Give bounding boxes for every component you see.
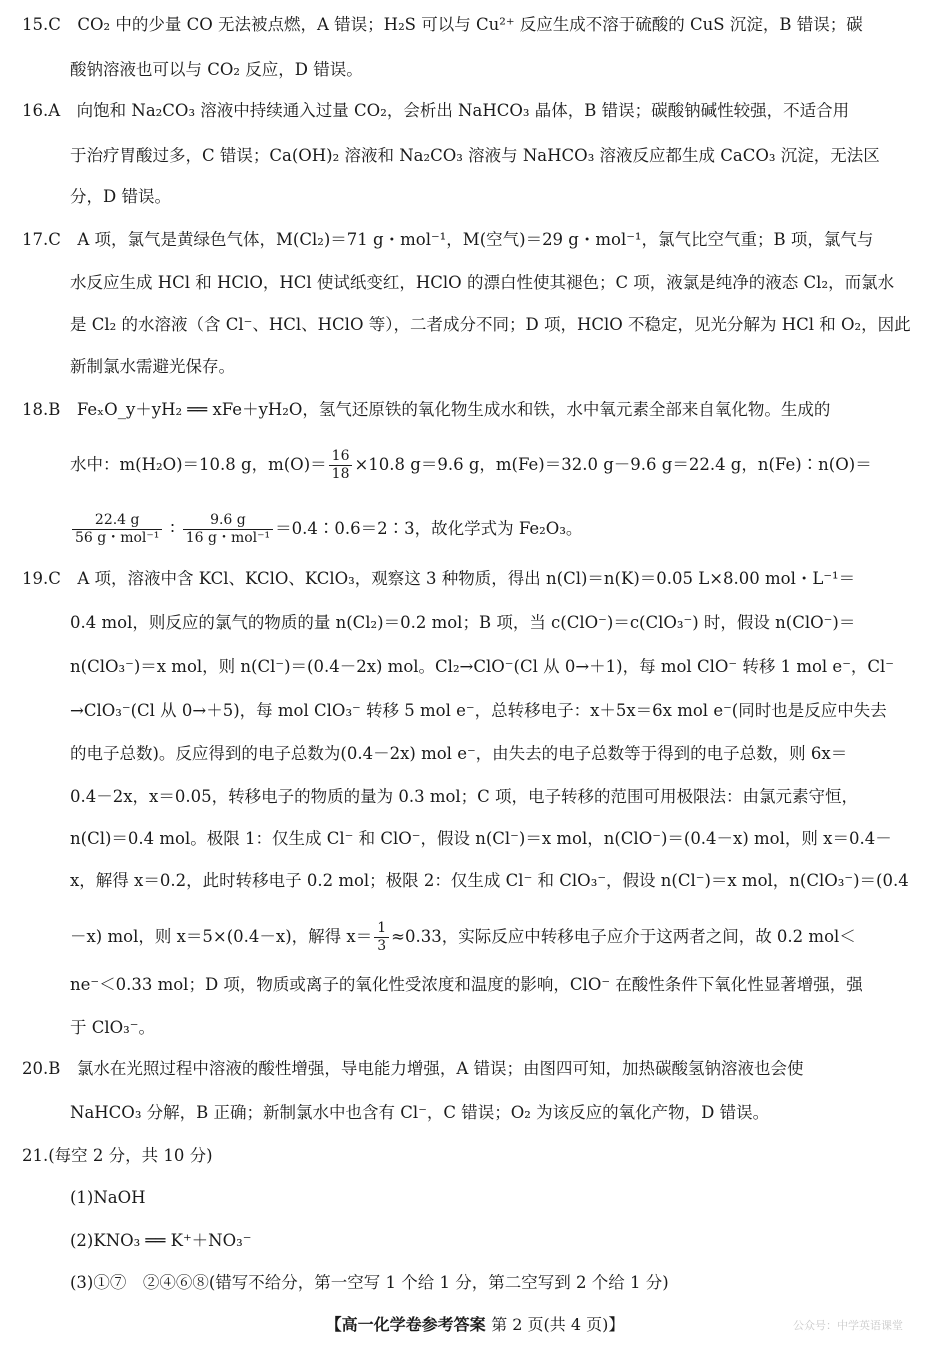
- q18-line-1: 18.B FeₓO_y＋yH₂ ══ xFe＋yH₂O，氢气还原铁的氧化物生成水和铁，水中氧元素全部来自氧化物。生成的: [22, 400, 831, 419]
- q17-line-1: 17.C A 项，氯气是黄绿色气体，M(Cl₂)＝71 g・mol⁻¹，M(空气)＝29 g・mol⁻¹，氯气比空气重；B 项，氯气与: [22, 230, 874, 249]
- fraction-denominator: 18: [329, 465, 353, 483]
- q16-line-3: 分，D 错误。: [70, 187, 171, 206]
- q18-line-3: [70, 512, 582, 547]
- fraction-numerator: 16: [331, 448, 350, 464]
- fraction-numerator: 1: [377, 920, 387, 936]
- fraction-fe-moles: [72, 512, 162, 547]
- q20-line-1: 20.B 氯水在光照过程中溶液的酸性增强，导电能力增强，A 错误；由图四可知，加热碳酸氢钠溶液也会使: [22, 1059, 804, 1078]
- fraction-numerator: 22.4 g: [94, 512, 140, 528]
- q19-line-6: 0.4－2x，x＝0.05，转移电子的物质的量为 0.3 mol；C 项，电子转移的范围可用极限法：由氯元素守恒，: [70, 787, 859, 806]
- q21-part-2: (2)KNO₃ ══ K⁺＋NO₃⁻: [70, 1231, 252, 1250]
- q15-line-1: 15.C CO₂ 中的少量 CO 无法被点燃，A 错误；H₂S 可以与 Cu²⁺ 反应生成不溶于硫酸的 CuS 沉淀，B 错误；碳: [22, 15, 863, 34]
- fraction-16-18: [329, 448, 353, 483]
- fraction-numerator: 9.6 g: [210, 512, 246, 528]
- q16-line-1: 16.A 向饱和 Na₂CO₃ 溶液中持续通入过量 CO₂，会析出 NaHCO₃ 晶体，B 错误；碳酸钠碱性较强，不适合用: [22, 101, 850, 120]
- q15-line-2: 酸钠溶液也可以与 CO₂ 反应，D 错误。: [70, 60, 363, 79]
- footer-page-number: 第 2 页(共 4 页)】: [491, 1315, 625, 1334]
- q21-part-3: (3)①⑦ ②④⑥⑧(错写不给分，第一空写 1 个给 1 分，第二空写到 2 个给 1 分): [70, 1273, 669, 1292]
- q21-heading: 21.(每空 2 分，共 10 分): [22, 1146, 213, 1165]
- q18-line-2: [70, 448, 872, 483]
- q19-line-7: n(Cl)＝0.4 mol。极限 1：仅生成 Cl⁻ 和 ClO⁻，假设 n(Cl⁻)＝x mol，n(ClO⁻)＝(0.4－x) mol，则 x＝0.4－: [70, 829, 892, 848]
- q19-line-5: 的电子总数)。反应得到的电子总数为(0.4－2x) mol e⁻，由失去的电子总数等于得到的电子总数，则 6x＝: [70, 744, 848, 763]
- q19-line-9a: －x) mol，则 x＝5×(0.4－x)，解得 x＝: [70, 927, 373, 946]
- q20-line-2: NaHCO₃ 分解，B 正确；新制氯水中也含有 Cl⁻，C 错误；O₂ 为该反应的氧化产物，D 错误。: [70, 1103, 770, 1122]
- q19-line-10: ne⁻＜0.33 mol；D 项，物质或离子的氧化性受浓度和温度的影响，ClO⁻ 在酸性条件下氧化性显著增强，强: [70, 975, 863, 994]
- q19-line-2: 0.4 mol，则反应的氯气的物质的量 n(Cl₂)＝0.2 mol；B 项，当 c(ClO⁻)＝c(ClO₃⁻) 时，假设 n(ClO⁻)＝: [70, 613, 856, 632]
- fraction-denominator: 56 g・mol⁻¹: [72, 529, 162, 547]
- ratio-colon: ∶: [170, 519, 175, 538]
- q19-line-8: x，解得 x＝0.2，此时转移电子 0.2 mol；极限 2：仅生成 Cl⁻ 和 ClO₃⁻，假设 n(Cl⁻)＝x mol，n(ClO₃⁻)＝(0.4: [70, 871, 909, 890]
- q19-line-1: 19.C A 项，溶液中含 KCl、KClO、KClO₃，观察这 3 种物质，得出 n(Cl)＝n(K)＝0.05 L×8.00 mol・L⁻¹＝: [22, 569, 856, 588]
- q19-line-9b: ≈0.33，实际反应中转移电子应介于这两者之间，故 0.2 mol＜: [391, 927, 856, 946]
- q18-line-3b: ＝0.4∶0.6＝2∶3，故化学式为 Fe₂O₃。: [275, 519, 583, 538]
- q19-line-9: [70, 920, 856, 955]
- q16-line-2: 于治疗胃酸过多，C 错误；Ca(OH)₂ 溶液和 Na₂CO₃ 溶液与 NaHCO₃ 溶液反应都生成 CaCO₃ 沉淀，无法区: [70, 146, 880, 165]
- q18-line-2a: 水中：m(H₂O)＝10.8 g，m(O)＝: [70, 455, 327, 474]
- q19-line-3: n(ClO₃⁻)＝x mol，则 n(Cl⁻)＝(0.4－2x) mol。Cl₂→ClO⁻(Cl 从 0→＋1)，每 mol ClO⁻ 转移 1 mol e⁻，Cl⁻: [70, 657, 895, 676]
- q17-line-3: 是 Cl₂ 的水溶液（含 Cl⁻、HCl、HClO 等），二者成分不同；D 项，HClO 不稳定，见光分解为 HCl 和 O₂，因此: [70, 315, 911, 334]
- q17-line-2: 水反应生成 HCl 和 HClO，HCl 使试纸变红，HClO 的漂白性使其褪色；C 项，液氯是纯净的液态 Cl₂，而氯水: [70, 273, 895, 292]
- fraction-denominator: 3: [374, 937, 389, 955]
- fraction-denominator: 16 g・mol⁻¹: [183, 529, 273, 547]
- q18-line-2b: ×10.8 g＝9.6 g，m(Fe)＝32.0 g－9.6 g＝22.4 g，n(Fe)∶n(O)＝: [354, 455, 872, 474]
- fraction-one-third: [374, 920, 389, 955]
- q19-line-4: →ClO₃⁻(Cl 从 0→＋5)，每 mol ClO₃⁻ 转移 5 mol e⁻，总转移电子：x＋5x＝6x mol e⁻(同时也是反应中失去: [70, 701, 887, 720]
- watermark: 公众号：中学英语课堂: [793, 1319, 903, 1332]
- q21-part-1: (1)NaOH: [70, 1188, 146, 1207]
- q17-line-4: 新制氯水需避光保存。: [70, 357, 235, 376]
- fraction-o-moles: [183, 512, 273, 547]
- q19-line-11: 于 ClO₃⁻。: [70, 1018, 155, 1037]
- footer-title: 【高一化学卷参考答案: [325, 1315, 486, 1334]
